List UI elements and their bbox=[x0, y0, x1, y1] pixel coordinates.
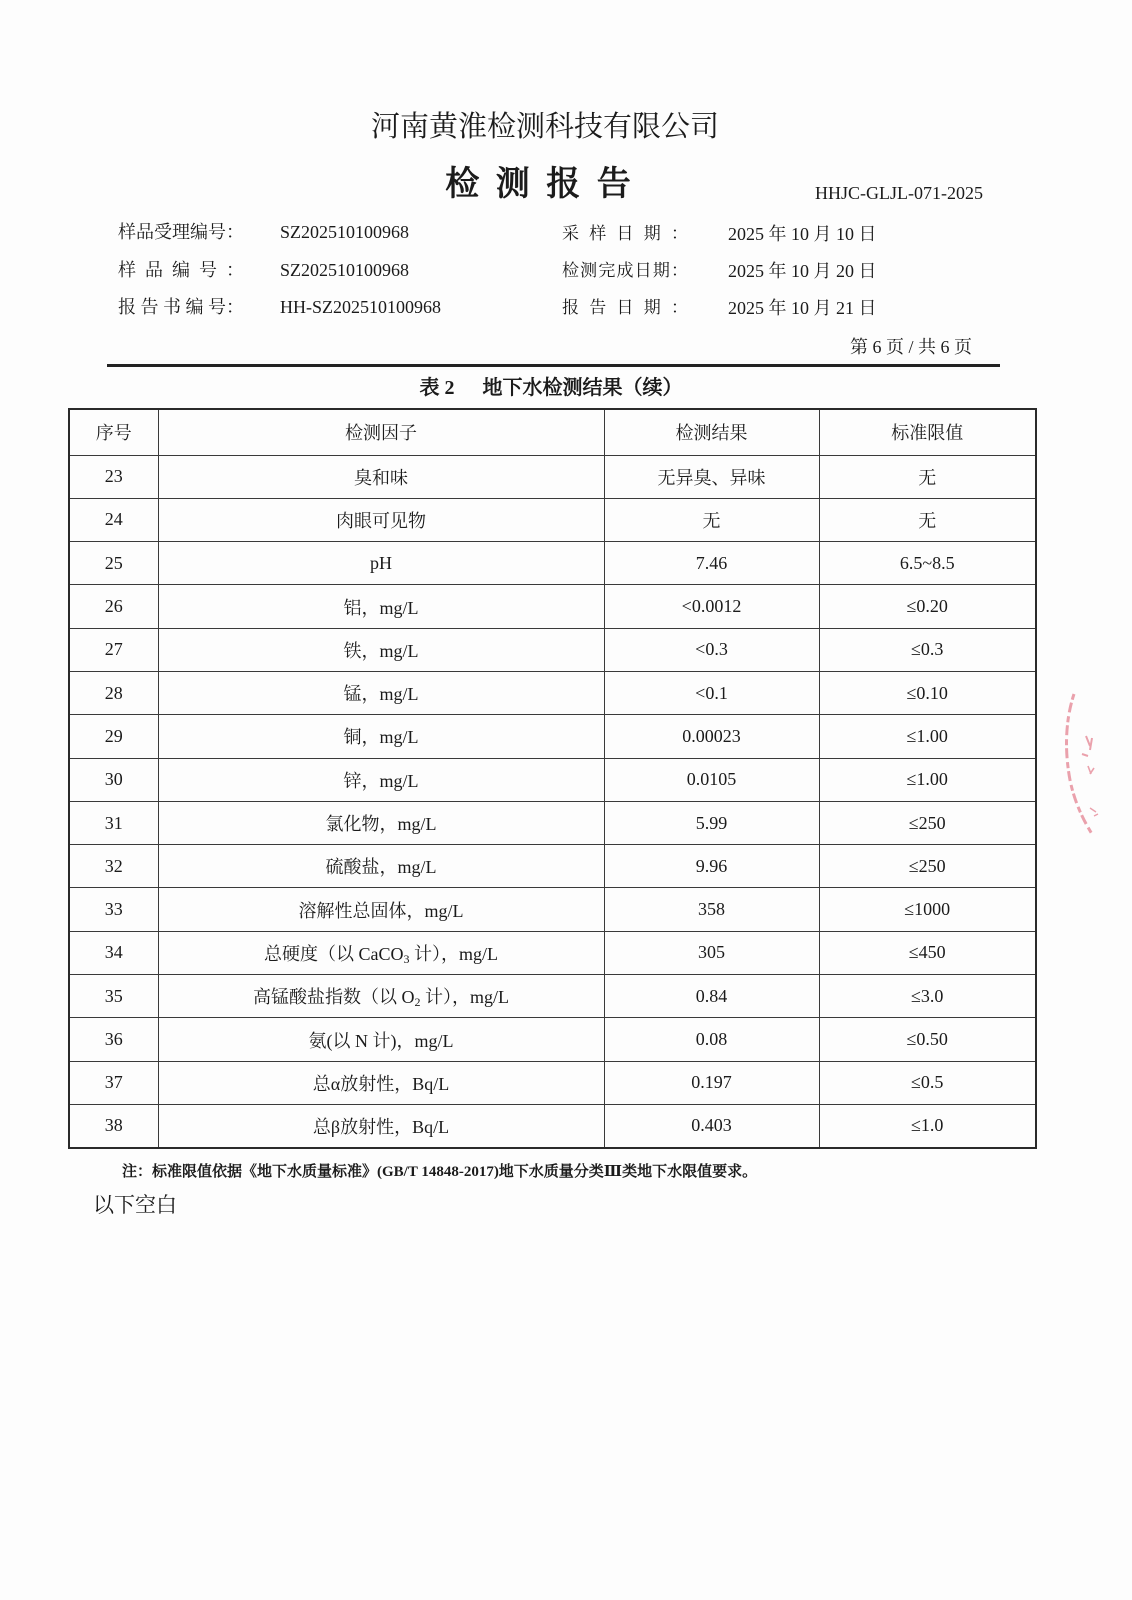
factor-cell: 总α放射性，Bq/L bbox=[158, 1061, 604, 1104]
seq-cell: 36 bbox=[69, 1018, 158, 1061]
seq-cell: 34 bbox=[69, 931, 158, 974]
header-factor: 检测因子 bbox=[158, 409, 604, 455]
info-row-report-no bbox=[118, 295, 244, 319]
info-value-sampling-date bbox=[728, 222, 877, 246]
factor-cell: 铜，mg/L bbox=[158, 715, 604, 758]
results-table-body bbox=[69, 455, 1036, 1148]
factor-cell bbox=[158, 975, 604, 1018]
factor-cell: 溶解性总固体，mg/L bbox=[158, 888, 604, 931]
info-value-receipt-no bbox=[280, 220, 409, 244]
factor-text-suffix: 计），mg/L bbox=[420, 987, 509, 1008]
header-row bbox=[69, 409, 1036, 455]
info-value-report-no bbox=[280, 295, 441, 319]
info-row-sample-no bbox=[118, 258, 244, 282]
info-label: 样 品 编 号 ： bbox=[118, 260, 244, 280]
seq-cell: 24 bbox=[69, 498, 158, 541]
factor-cell: 总β放射性，Bq/L bbox=[158, 1104, 604, 1147]
info-row-report-date bbox=[562, 296, 688, 320]
factor-cell: 硫酸盐，mg/L bbox=[158, 845, 604, 888]
seq-cell: 37 bbox=[69, 1061, 158, 1104]
limit-cell: 无 bbox=[819, 455, 1036, 498]
seq-cell: 28 bbox=[69, 671, 158, 714]
seq-cell: 23 bbox=[69, 455, 158, 498]
info-label: 报 告 日 期 ： bbox=[562, 298, 688, 317]
table-row bbox=[69, 758, 1036, 801]
limit-cell: ≤250 bbox=[819, 801, 1036, 844]
limit-cell: ≤0.10 bbox=[819, 671, 1036, 714]
table-row bbox=[69, 585, 1036, 628]
report-title: 检 测 报 告 bbox=[445, 166, 635, 203]
result-cell: 9.96 bbox=[604, 845, 819, 888]
limit-cell: 无 bbox=[819, 498, 1036, 541]
info-label: 报 告 书 编 号： bbox=[118, 297, 244, 317]
table-row bbox=[69, 715, 1036, 758]
info-value-sample-no bbox=[280, 258, 409, 282]
header-seq: 序号 bbox=[69, 409, 158, 455]
factor-cell: pH bbox=[158, 542, 604, 585]
info-value: 2025 年 10 月 20 日 bbox=[728, 261, 877, 281]
report-code: HHJC-GLJL-071-2025 bbox=[815, 183, 983, 203]
result-cell: 0.0105 bbox=[604, 758, 819, 801]
info-value-completion-date bbox=[728, 259, 877, 283]
factor-subscript: 3 bbox=[403, 951, 410, 966]
table-row bbox=[69, 1104, 1036, 1147]
factor-cell: 氯化物，mg/L bbox=[158, 801, 604, 844]
factor-cell bbox=[158, 931, 604, 974]
seq-cell: 29 bbox=[69, 715, 158, 758]
factor-cell: 氨(以 N 计)，mg/L bbox=[158, 1018, 604, 1061]
table-row bbox=[69, 498, 1036, 541]
limit-cell: ≤0.5 bbox=[819, 1061, 1036, 1104]
seq-cell: 26 bbox=[69, 585, 158, 628]
limit-cell: ≤0.50 bbox=[819, 1018, 1036, 1061]
info-value-report-date bbox=[728, 296, 877, 320]
seq-cell: 38 bbox=[69, 1104, 158, 1147]
factor-subscript: 2 bbox=[414, 995, 421, 1010]
limit-cell: ≤3.0 bbox=[819, 975, 1036, 1018]
table-row bbox=[69, 845, 1036, 888]
factor-cell: 臭和味 bbox=[158, 455, 604, 498]
info-row-receipt-no bbox=[118, 220, 244, 244]
table-caption-text: 地下水检测结果（续） bbox=[482, 377, 683, 399]
seq-cell: 33 bbox=[69, 888, 158, 931]
factor-text-suffix: 计），mg/L bbox=[409, 943, 498, 964]
table-caption bbox=[0, 374, 1102, 402]
limit-cell: ≤450 bbox=[819, 931, 1036, 974]
limit-cell: ≤1.00 bbox=[819, 715, 1036, 758]
info-row-sampling-date bbox=[562, 222, 688, 246]
limit-cell: ≤1.0 bbox=[819, 1104, 1036, 1147]
table-row bbox=[69, 542, 1036, 585]
factor-cell: 铁，mg/L bbox=[158, 628, 604, 671]
result-cell: 无异臭、异味 bbox=[604, 455, 819, 498]
result-cell: 305 bbox=[604, 931, 819, 974]
table-row bbox=[69, 975, 1036, 1018]
header-result: 检测结果 bbox=[604, 409, 819, 455]
factor-cell: 肉眼可见物 bbox=[158, 498, 604, 541]
table-row bbox=[69, 1018, 1036, 1061]
result-cell: 7.46 bbox=[604, 542, 819, 585]
table-row bbox=[69, 801, 1036, 844]
info-label: 采 样 日 期 ： bbox=[562, 224, 688, 243]
result-cell: <0.1 bbox=[604, 671, 819, 714]
standard-note: 注：标准限值依据《地下水质量标准》(GB/T 14848-2017)地下水质量分类Ⅲ类地下水限值要求。 bbox=[122, 1164, 758, 1180]
limit-cell: ≤1000 bbox=[819, 888, 1036, 931]
seq-cell: 31 bbox=[69, 801, 158, 844]
result-cell: 0.197 bbox=[604, 1061, 819, 1104]
header-divider bbox=[107, 364, 1000, 367]
factor-text: 高锰酸盐指数（以 O bbox=[253, 987, 415, 1008]
seal-stamp bbox=[1052, 688, 1112, 838]
seq-cell: 30 bbox=[69, 758, 158, 801]
company-name: 河南黄淮检测科技有限公司 bbox=[370, 111, 719, 143]
header-limit: 标准限值 bbox=[819, 409, 1036, 455]
results-table-header bbox=[69, 409, 1036, 455]
result-cell: 0.84 bbox=[604, 975, 819, 1018]
table-row bbox=[69, 671, 1036, 714]
result-cell: 0.08 bbox=[604, 1018, 819, 1061]
table-caption-number: 表 2 bbox=[419, 377, 455, 399]
results-table bbox=[68, 408, 1037, 1149]
factor-text: 总硬度（以 CaCO bbox=[264, 943, 404, 964]
seq-cell: 27 bbox=[69, 628, 158, 671]
result-cell: 0.00023 bbox=[604, 715, 819, 758]
table-row bbox=[69, 628, 1036, 671]
result-cell: <0.0012 bbox=[604, 585, 819, 628]
info-value: SZ202510100968 bbox=[280, 260, 410, 280]
seq-cell: 35 bbox=[69, 975, 158, 1018]
page-indicator: 第 6 页 / 共 6 页 bbox=[850, 337, 973, 357]
limit-cell: 6.5~8.5 bbox=[819, 542, 1036, 585]
info-value: 2025 年 10 月 21 日 bbox=[728, 298, 877, 318]
info-value: SZ202510100968 bbox=[280, 222, 410, 242]
factor-cell: 锰，mg/L bbox=[158, 671, 604, 714]
table-row bbox=[69, 931, 1036, 974]
limit-cell: ≤0.3 bbox=[819, 628, 1036, 671]
factor-cell: 铝，mg/L bbox=[158, 585, 604, 628]
limit-cell: ≤250 bbox=[819, 845, 1036, 888]
result-cell: 0.403 bbox=[604, 1104, 819, 1147]
seq-cell: 25 bbox=[69, 542, 158, 585]
result-cell: 358 bbox=[604, 888, 819, 931]
limit-cell: ≤1.00 bbox=[819, 758, 1036, 801]
blank-below-marker: 以下空白 bbox=[93, 1193, 177, 1217]
result-cell: <0.3 bbox=[604, 628, 819, 671]
table-row bbox=[69, 1061, 1036, 1104]
limit-cell: ≤0.20 bbox=[819, 585, 1036, 628]
factor-cell: 锌，mg/L bbox=[158, 758, 604, 801]
info-row-completion-date bbox=[562, 259, 688, 283]
table-row bbox=[69, 888, 1036, 931]
result-cell: 无 bbox=[604, 498, 819, 541]
table-row bbox=[69, 455, 1036, 498]
info-value: HH-SZ202510100968 bbox=[280, 297, 441, 317]
info-label: 检测完成日期： bbox=[562, 261, 688, 280]
info-label: 样品受理编号： bbox=[118, 222, 244, 242]
seq-cell: 32 bbox=[69, 845, 158, 888]
info-value: 2025 年 10 月 10 日 bbox=[728, 224, 877, 244]
result-cell: 5.99 bbox=[604, 801, 819, 844]
